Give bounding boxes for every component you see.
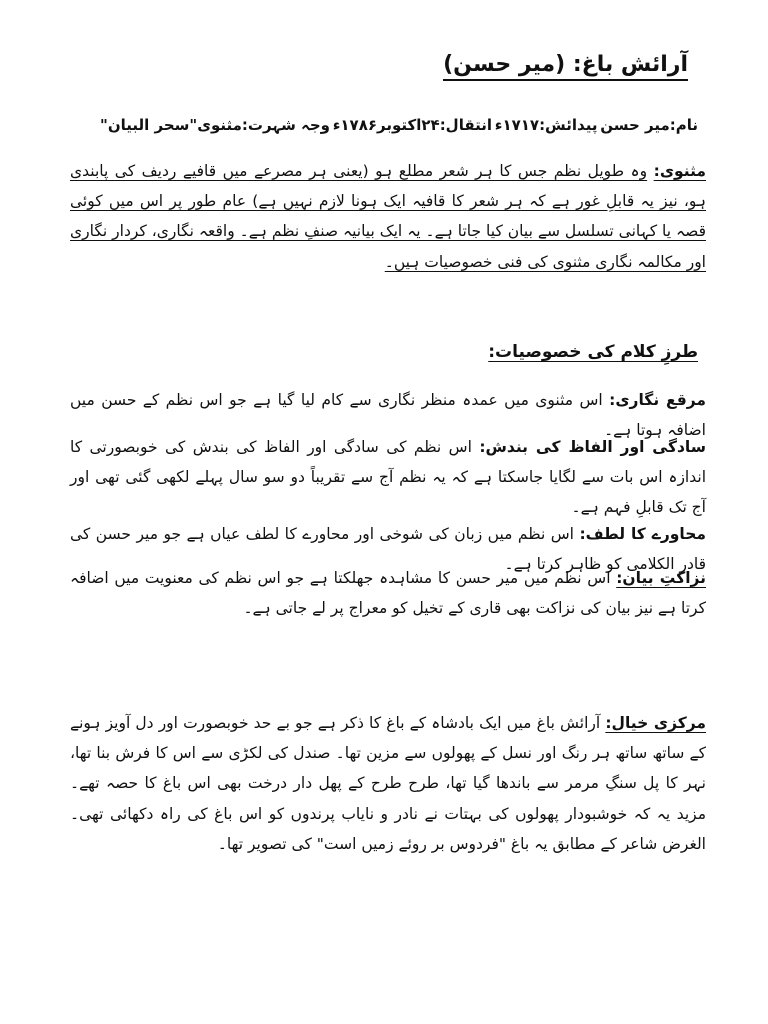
- feature-item: [70, 432, 706, 523]
- poet-birth: پیدائش:۱۷۱۷ء: [494, 116, 598, 134]
- poet-death: انتقال:۲۴اکتوبر۱۷۸۶ء: [332, 116, 493, 134]
- feature-label: مرقع نگاری:: [609, 391, 706, 409]
- masnavi-text: وہ طویل نظم جس کا ہر شعر مطلع ہو (یعنی ہر مصرعے میں قافیے ردیف کی پابندی ہو، نیز یہ قابلِ غور ہے کہ ہر شعر کا قافیہ ایک ہونا لازم نہیں ہے) عام طور پر اس میں کوئی قصہ یا کہانی تسلسل سے بیان کیا جاتا ہے۔ یہ ایک بیانیہ صنفِ نظم ہے۔ واقعہ نگاری، کردار نگاری اور مکالمہ نگاری مثنوی کی فنی خصوصیات ہیں۔: [70, 162, 706, 271]
- page-title: آرائش باغ: (میر حسن): [443, 52, 688, 81]
- masnavi-definition: [70, 156, 706, 277]
- style-features-heading: طرزِ کلام کی خصوصیات:: [488, 342, 698, 362]
- feature-label: محاورے کا لطف:: [579, 525, 706, 543]
- feature-text: اس نظم میں میر حسن کا مشاہدہ جھلکتا ہے جو اس نظم کی معنویت میں اضافہ کرتا ہے نیز بیان کی نزاکت بھی قاری کے تخیل کو معراج پر لے جاتی ہے۔: [70, 569, 706, 618]
- feature-label: نزاکتِ بیان:: [616, 569, 706, 587]
- poet-name: نام:میر حسن: [600, 116, 698, 134]
- central-idea-label: مرکزی خیال:: [605, 714, 707, 732]
- masnavi-label: مثنوی:: [653, 162, 706, 180]
- feature-text: اس نظم کی سادگی اور الفاظ کی بندش کی خوبصورتی کا اندازہ اس بات سے لگایا جاسکتا ہے کہ یہ نظم آج سے تقریباً دو سو سال پہلے لکھی گئی تھی اور آج تک قابلِ فہم ہے۔: [70, 438, 706, 517]
- feature-item: [70, 563, 706, 623]
- central-idea: [70, 708, 706, 859]
- feature-text: اس نظم میں زبان کی شوخی اور محاورے کا لطف عیاں ہے جو میر حسن کی قادر الکلامی کو ظاہر کرتا ہے۔: [70, 525, 706, 574]
- feature-text: اس مثنوی میں عمدہ منظر نگاری سے کام لیا گیا ہے جو اس نظم کے حسن میں اضافہ ہوتا ہے۔: [70, 391, 706, 440]
- central-idea-text: آرائش باغ میں ایک بادشاہ کے باغ کا ذکر ہے جو بے حد خوبصورت اور دل آویز ہونے کے ساتھ ساتھ ہر رنگ اور نسل کے پھولوں سے مزین تھا۔ صندل کی لکڑی سے اس کا فرش بنا تھا، نہر کا پل سنگِ مرمر سے باندھا گیا تھا، طرح طرح کے پھل دار درخت بھی اس باغ کا حصہ تھے۔ مزید یہ کہ خوشبودار پھولوں کی بہتات نے نادر و نایاب پرندوں کو اس باغ کی راہ دکھائی تھی۔ الغرض شاعر کے مطابق یہ باغ "فردوس بر روئے زمیں است" کی تصویر تھا۔: [70, 714, 706, 853]
- poet-info-row: [100, 116, 698, 134]
- feature-label: سادگی اور الفاظ کی بندش:: [479, 438, 706, 456]
- poet-fame: وجہ شہرت:مثنوی"سحر البیان": [100, 116, 330, 134]
